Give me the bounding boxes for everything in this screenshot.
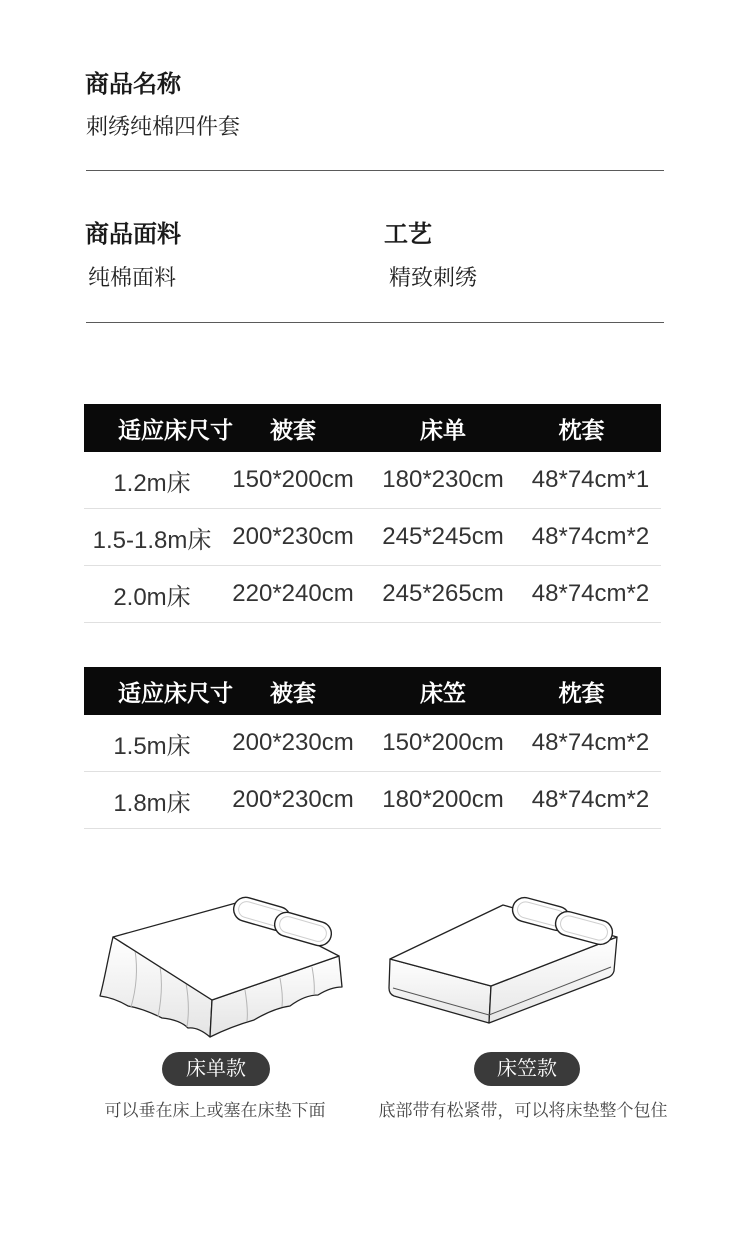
section-divider [86, 322, 664, 323]
size-table-fitted-sheet [84, 667, 661, 829]
header-pillowcase: 枕套 [558, 679, 605, 706]
header-duvet-cover: 被套 [270, 416, 316, 443]
fitted-sheet-bed-icon [378, 888, 630, 1033]
header-sheet: 床单 [420, 416, 466, 443]
table-row [84, 509, 661, 566]
cell-duvet-cover: 200*230cm [232, 523, 354, 550]
cell-pillowcase: 48*74cm*2 [531, 729, 650, 756]
cell-duvet-cover: 150*200cm [232, 466, 354, 493]
header-bed-size: 适应床尺寸 [118, 416, 233, 443]
cell-bed-size: 1.2m床 [113, 469, 191, 497]
fitted-sheet-style-badge: 床笠款 [474, 1052, 580, 1086]
table-row [84, 566, 661, 623]
table-header [84, 667, 661, 715]
cell-pillowcase: 48*74cm*2 [531, 580, 650, 607]
header-bed-size: 适应床尺寸 [118, 679, 233, 706]
fitted-sheet-caption: 底部带有松紧带，可以将床垫整个包住 [378, 1101, 668, 1120]
flat-sheet-caption: 可以垂在床上或塞在床垫下面 [104, 1101, 326, 1120]
product-name-label: 商品名称 [85, 71, 181, 98]
cell-bed-size: 2.0m床 [113, 583, 191, 611]
header-duvet-cover: 被套 [270, 679, 316, 706]
size-table-flat-sheet [84, 404, 661, 623]
craft-value: 精致刺绣 [389, 265, 478, 290]
cell-pillowcase: 48*74cm*1 [531, 466, 650, 493]
table-row [84, 772, 661, 829]
cell-sheet: 245*265cm [382, 580, 504, 607]
product-name-value: 刺绣纯棉四件套 [86, 114, 241, 139]
header-fitted-sheet: 床笠 [420, 679, 466, 706]
table-row [84, 715, 661, 772]
cell-pillowcase: 48*74cm*2 [531, 523, 650, 550]
flat-sheet-style-badge: 床单款 [162, 1052, 270, 1086]
fabric-value: 纯棉面料 [88, 265, 177, 290]
header-pillowcase: 枕套 [558, 416, 605, 443]
cell-duvet-cover: 220*240cm [232, 580, 354, 607]
cell-bed-size: 1.5m床 [113, 732, 191, 760]
section-divider [86, 170, 664, 171]
cell-duvet-cover: 200*230cm [232, 786, 354, 813]
cell-bed-size: 1.5-1.8m床 [92, 526, 212, 554]
cell-fitted-sheet: 150*200cm [382, 729, 504, 756]
table-row [84, 452, 661, 509]
table-header [84, 404, 661, 452]
cell-bed-size: 1.8m床 [113, 789, 191, 817]
cell-sheet: 180*230cm [382, 466, 504, 493]
cell-duvet-cover: 200*230cm [232, 729, 354, 756]
flat-sheet-bed-icon [90, 885, 352, 1047]
craft-label: 工艺 [384, 221, 432, 248]
cell-sheet: 245*245cm [382, 523, 504, 550]
fabric-label: 商品面料 [85, 221, 181, 248]
cell-pillowcase: 48*74cm*2 [531, 786, 650, 813]
cell-fitted-sheet: 180*200cm [382, 786, 504, 813]
